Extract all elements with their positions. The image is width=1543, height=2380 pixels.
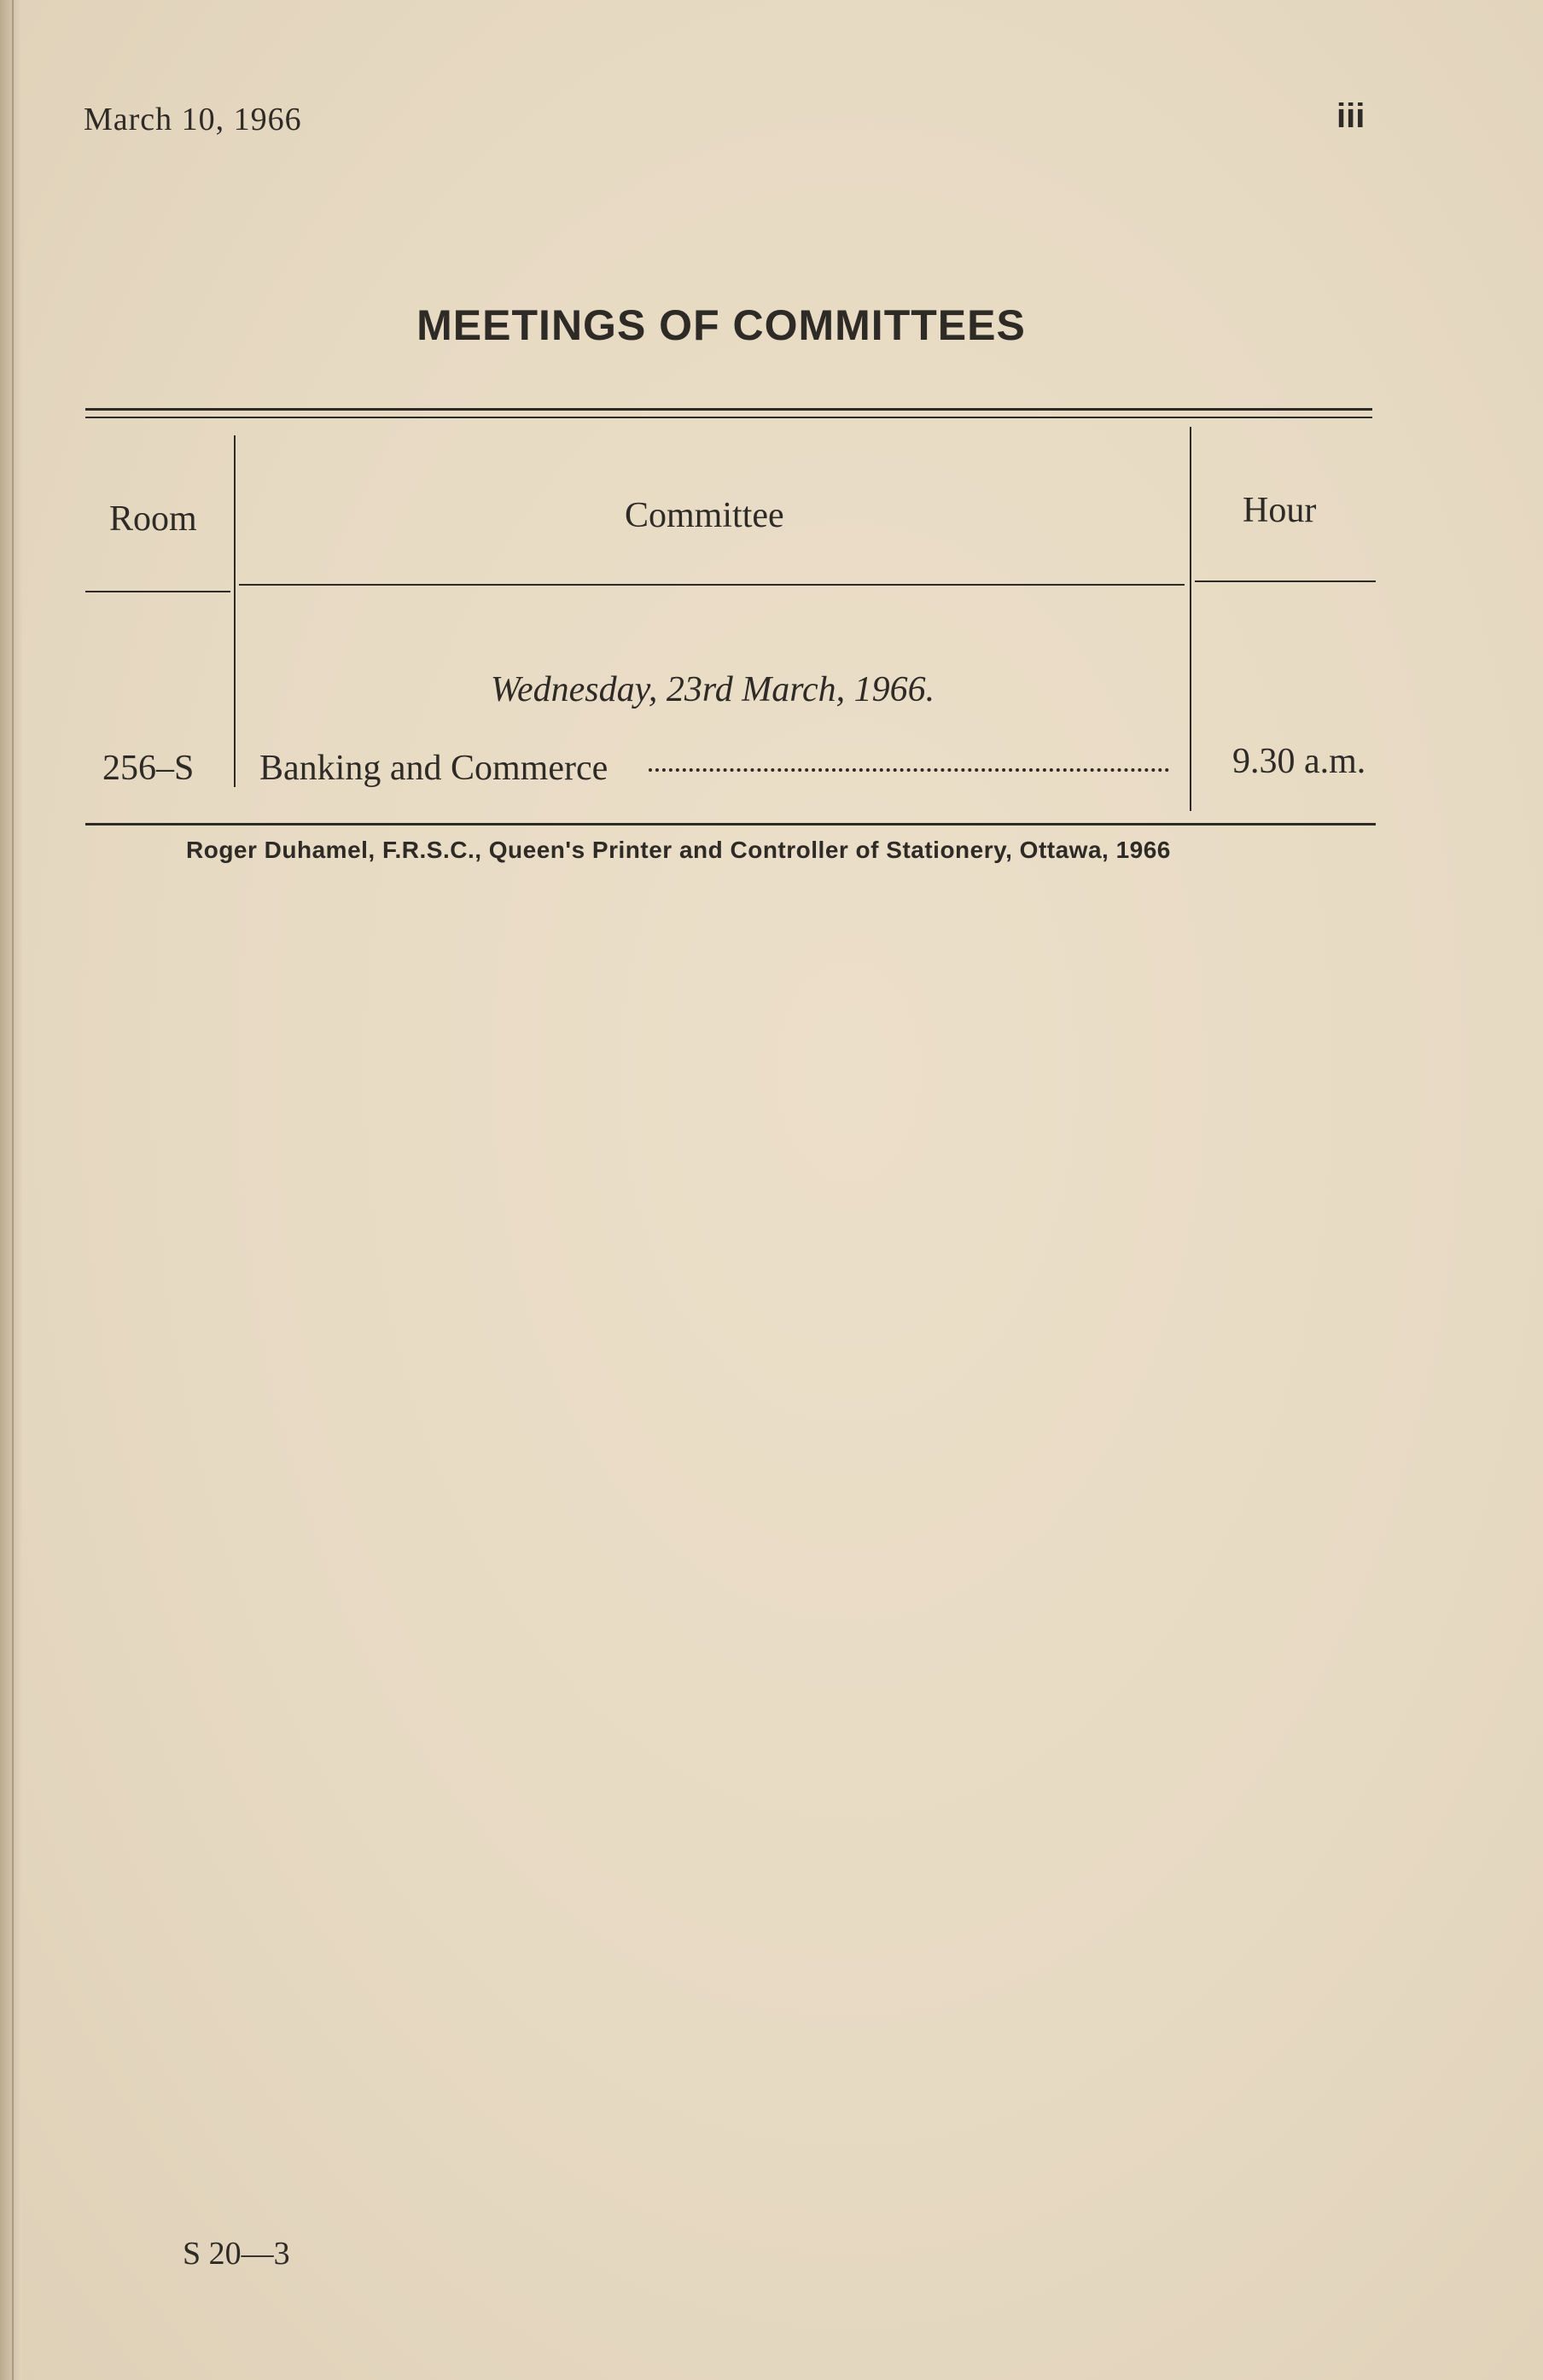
header-date: March 10, 1966 [84,102,302,137]
meeting-date-heading: Wednesday, 23rd March, 1966. [490,670,935,709]
table-top-rule [85,408,1372,411]
column-divider-hour [1190,427,1191,811]
column-header-hour: Hour [1243,491,1317,530]
table-top-rule-inner [85,417,1372,418]
table-cell-committee: Banking and Commerce [259,749,608,788]
page-number: iii [1336,97,1365,135]
header-underline-committee [239,584,1185,586]
page-binding-edge [0,0,22,2380]
header-underline-hour [1195,580,1376,582]
column-header-room: Room [109,499,197,539]
dot-leader [649,751,1169,772]
printer-imprint: Roger Duhamel, F.R.S.C., Queen's Printer and Controller of Stationery, Ottawa, 1966 [186,837,1171,863]
signature-mark: S 20—3 [183,2236,290,2272]
column-header-committee: Committee [625,496,784,535]
table-bottom-rule [85,823,1376,825]
column-divider-room [234,435,236,787]
binding-line [12,0,14,2380]
table-cell-room: 256–S [102,749,195,788]
page-title: MEETINGS OF COMMITTEES [416,301,1026,349]
table-cell-hour: 9.30 a.m. [1232,742,1366,781]
header-underline-room [85,591,230,592]
